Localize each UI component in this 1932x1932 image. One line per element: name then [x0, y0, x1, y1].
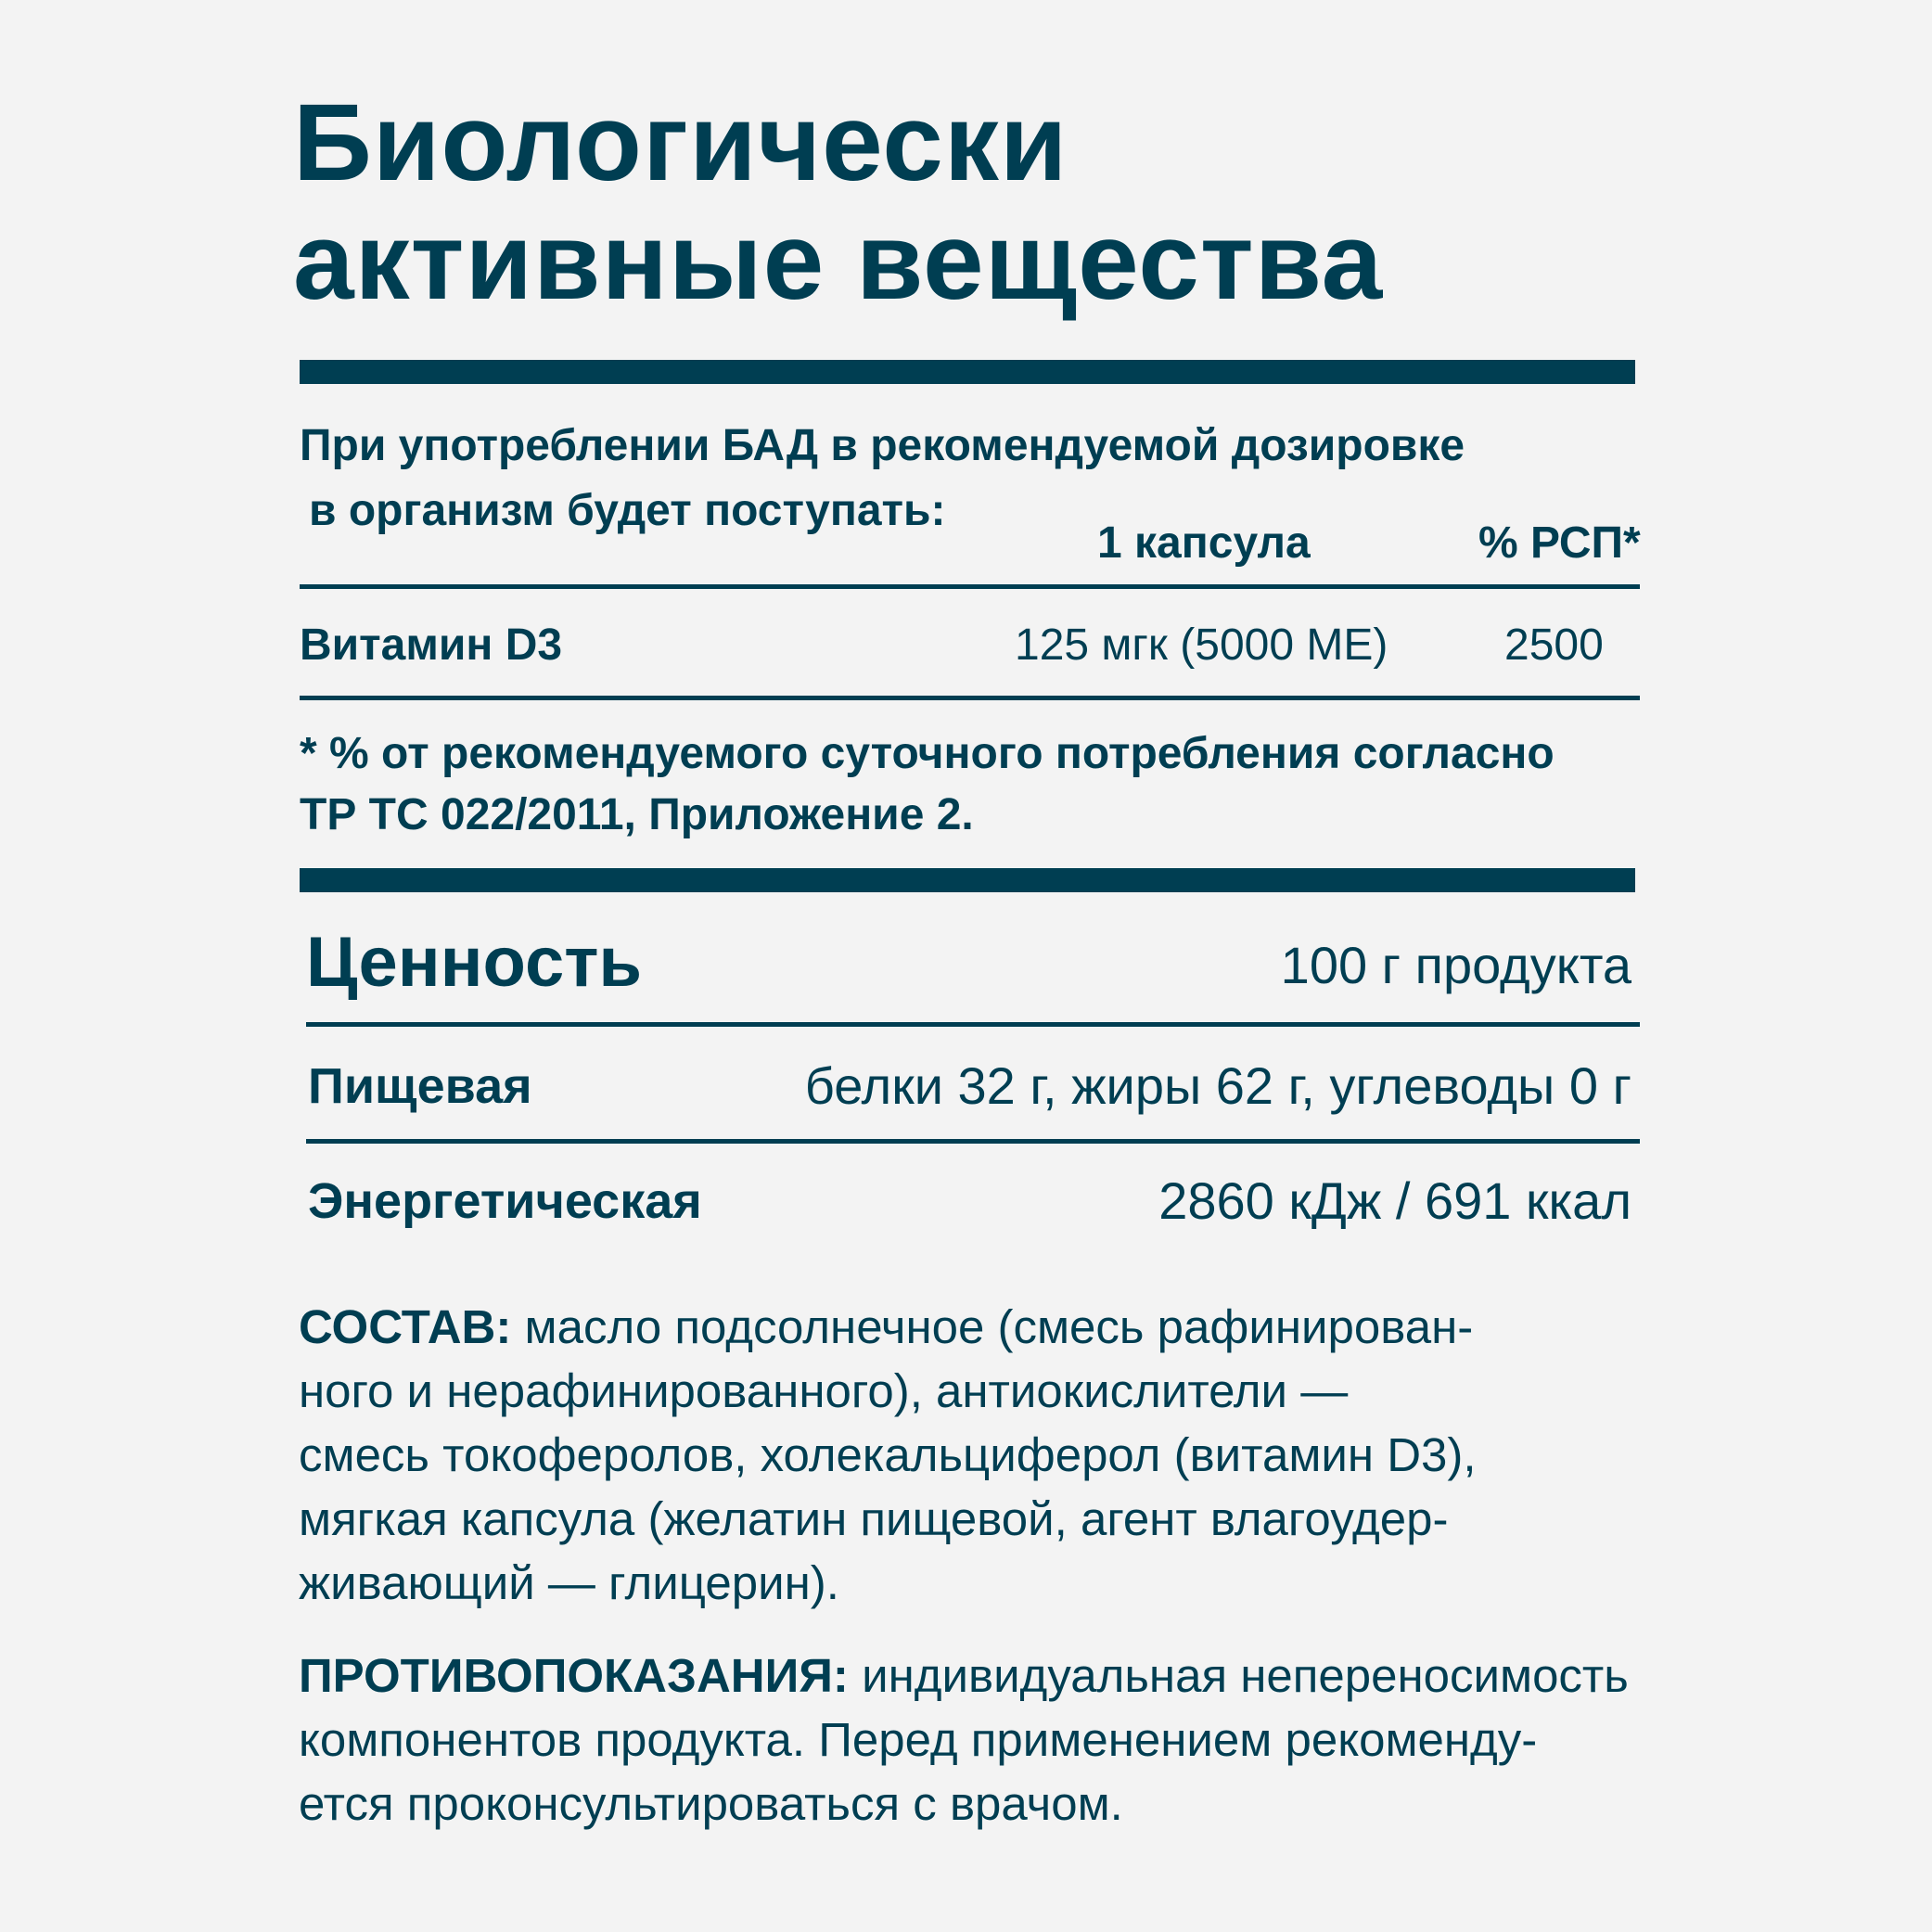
footnote-line-2: ТР ТС 022/2011, Приложение 2. — [300, 790, 974, 839]
title-line-1: Биологически — [293, 82, 1068, 204]
energy-value: 2860 кДж / 691 ккал — [1158, 1171, 1631, 1230]
value-section-title: Ценность — [306, 923, 643, 1002]
column-header-dose: 1 капсула — [1097, 518, 1311, 568]
intro-text — [300, 414, 1598, 544]
energy-label: Энергетическая — [308, 1173, 702, 1229]
intro-line-2: в организм будет поступать: — [309, 486, 946, 535]
value-per-amount: 100 г продукта — [1280, 936, 1631, 994]
contraindications-paragraph — [299, 1644, 1653, 1836]
intro-line-1: При употреблении БАД в рекомендуемой дозировке — [300, 421, 1465, 470]
contraindications-line-3: ется проконсультироваться с врачом. — [299, 1777, 1123, 1830]
vitamin-dose: 125 мгк (5000 МЕ) — [1015, 621, 1388, 670]
vitamin-name: Витамин D3 — [300, 621, 563, 670]
composition-line-1: масло подсолнечное (смесь рафинирован- — [511, 1300, 1474, 1353]
title-line-2: активные вещества — [293, 200, 1384, 323]
middle-divider — [300, 868, 1635, 892]
composition-label: СОСТАВ: — [299, 1300, 512, 1353]
nutrition-label: Пищевая — [308, 1058, 532, 1114]
composition-line-5: живающий — глицерин). — [299, 1556, 839, 1609]
table-bottom-divider — [300, 696, 1640, 700]
composition-line-4: мягкая капсула (желатин пищевой, агент влагоудер- — [299, 1492, 1449, 1545]
top-divider — [300, 360, 1635, 384]
composition-line-3: смесь токоферолов, холекальциферол (витамин D3), — [299, 1428, 1477, 1481]
page-title — [293, 83, 1777, 321]
nutrition-value: белки 32 г, жиры 62 г, углеводы 0 г — [804, 1056, 1631, 1115]
composition-line-2: ного и нерафинированного), антиокислители — — [299, 1364, 1349, 1417]
footnote-line-1: * % от рекомендуемого суточного потребления согласно — [300, 729, 1555, 778]
value-header-divider — [306, 1022, 1640, 1027]
contraindications-line-2: компонентов продукта. Перед применением рекоменду- — [299, 1713, 1538, 1766]
column-header-rsp: % РСП* — [1478, 518, 1641, 568]
contraindications-line-1: индивидуальная непереносимость — [848, 1649, 1629, 1702]
value-row-divider — [306, 1139, 1640, 1144]
footnote — [300, 723, 1654, 846]
vitamin-rsp: 2500 — [1504, 621, 1604, 670]
composition-paragraph — [299, 1295, 1653, 1615]
table-header-divider — [300, 584, 1640, 589]
contraindications-label: ПРОТИВОПОКАЗАНИЯ: — [299, 1649, 849, 1702]
